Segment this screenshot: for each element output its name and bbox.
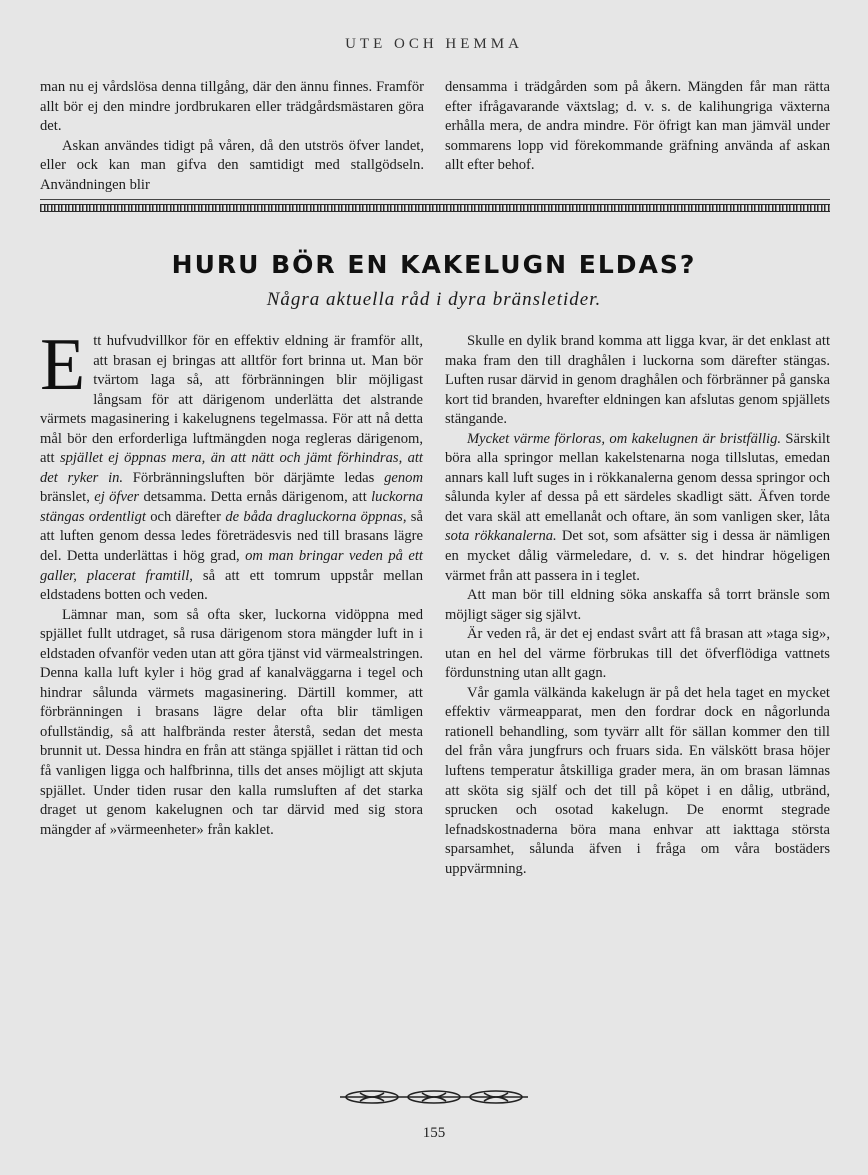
- article-subheadline: Några aktuella råd i dyra bränsletider.: [266, 289, 602, 310]
- article-headline: HURU BÖR EN KAKELUGN ELDAS?: [171, 250, 697, 279]
- decorative-border: [40, 204, 830, 212]
- article-paragraph-6: Är veden rå, är det ej endast svårt att få brasan att »taga sig», utan en hel del värme förbrukas till det öfverflödiga vattnets fördunstning utan allt gagn.: [445, 626, 830, 682]
- article-paragraph-1: Ett hufvudvillkor för en effektiv eldning är framför allt, att brasan ej bringas att alltför fort brinna ut. Man bör tvärtom laga så, att förbränningen blir möjligast långsam för att därigenom underlätta det alstrande värmets magasinering i kakelugnens tegelmassa. För att nå detta mål bör den erforderliga luftmängden noga regleras därigenom, att spjället ej öppnas mera, än att nätt och jämt förhindras, att det ryker in. Förbränningsluften bör därjämte ledas genom bränslet, ej öfver detsamma. Detta ernås därigenom, att luckorna stängas ordentligt och därefter de båda dragluckorna öppnas, så att luften genom dessa ledes företrädesvis ned till brasans lägre del. Detta underlättas i hög grad, om man bringar veden på ett galler, placerat framtill, så att ett tomrum uppstår mellan eldstadens botten och veden.: [40, 324, 424, 604]
- article-paragraph-4: Mycket värme förloras, om kakelugnen är bristfällig. Särskilt böra alla springor mellan kakelstenarna noga tillslutas, emedan annars kall luft suges in i rökkanalerna genom dessa springor och sålunda kyler af dessa på ett särdeles skadligt sätt. Äfven torde det vara skäl att emellanåt och oftare, än som vanligen sker, låta sota rökkanalerna. Det sot, som afsätter sig i dessa är nämligen en mycket dålig värmeledare, d. v. s. det hindrar högeligen värmet från att passera in i teglet.: [445, 430, 831, 584]
- drop-cap: E: [40, 324, 86, 406]
- article-paragraph-7: Vår gamla välkända kakelugn är på det hela taget en mycket effektiv värmeapparat, men den fordrar dock en någorlunda rationell behandling, som tyvärr allt för sällan kommer den till del från våra jungfrurs och fruars sida. En välskött brasa höjer luftens temperatur åtskilliga grader mera, än om brasan lämnas att sköta sig själf och det till på köpet i en dålig, utbränd, sprucken och osotad kakelugn. De enormt stegrade lefnadskostnaderna böra mana enhvar att iakttaga största sparsamhet, sålunda äfven i fråga om våra bostäders uppvärmning.: [445, 684, 830, 877]
- article-right-column: [445, 332, 830, 879]
- article-paragraph-3: Skulle en dylik brand komma att ligga kvar, är det enklast att maka fram den till draghålen i luckorna som därefter stängas. Luften rusar därvid in genom draghålen och förbränner på ganska kort tid branden, hvarefter eldningen kan afslutas genom spjällets stängande.: [445, 333, 830, 428]
- top-left-paragraph-2: Askan användes tidigt på våren, då den utströs öfver landet, eller ock kan man gifva den samtidigt med stallgödseln. Användningen blir: [40, 137, 424, 193]
- section-rule: [40, 199, 830, 200]
- page-number: 155: [422, 1125, 446, 1141]
- top-left-column: [40, 78, 424, 195]
- end-ornament: [338, 1088, 530, 1106]
- article-paragraph-5: Att man bör till eldning söka anskaffa så torrt bränsle som möjligt säger sig självt.: [445, 587, 830, 623]
- top-right-column: [445, 78, 830, 176]
- top-right-paragraph: densamma i trädgården som på åkern. Mängden får man rätta efter ifrågavarande växtslag; d. v. s. de kalihungriga växterna erhålla mera, de andra mindre. För öfrigt kan man jämväl under sommarens lopp vid förekommande gräfning använda af askan allt efter behof.: [445, 79, 830, 174]
- running-head: UTE OCH HEMMA: [345, 36, 523, 52]
- article-paragraph-2: Lämnar man, som så ofta sker, luckorna vidöppna med spjället fullt utdraget, så rusa därigenom stora mängder luft in i eldstaden ofvanför veden utan att göra tjänst vid värmealstringen. Denna kalla luft kyler i hög grad af kanalväggarna i tegel och hindrar sålunda värmets magasinering. Därtill kommer, att förbränningen i brasans lägre delar ofta blir tämligen ofullständig, så att halfbrända rester återstå, sedan det mesta brunnit ut. Dessa hindra en från att stänga spjället i rättan tid och få vanligen ligga och halfbrinna, tills det anses möjligt att skjuta spjället. Under tiden rusar den kalla rumsluften af det starka draget ut genom kakelugnen och tar därvid med sig stora mängder af »värmeenheter» från kaklet.: [40, 606, 423, 838]
- top-left-paragraph-1: man nu ej vårdslösa denna tillgång, där den ännu finnes. Framför allt bör ej den mindre jordbrukaren eller trädgårdsmästaren göra det.: [40, 79, 424, 135]
- article-left-column: [40, 324, 424, 840]
